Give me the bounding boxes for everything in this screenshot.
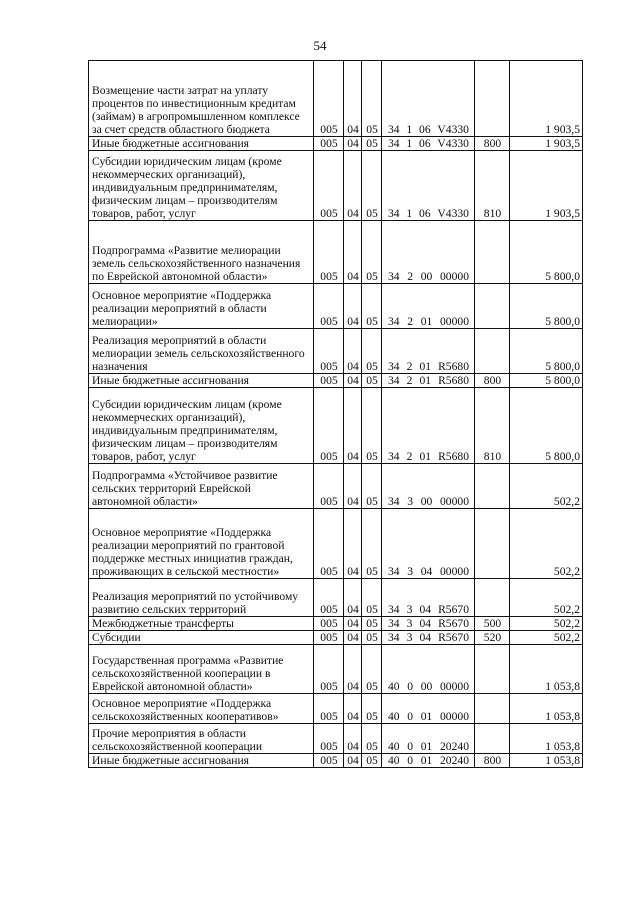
budget-table xyxy=(88,60,583,768)
row-name: Иные бюджетные ассигнования xyxy=(89,754,314,768)
article-code: R5670 xyxy=(438,603,469,616)
article-subprogram: 0 xyxy=(407,740,414,753)
subsection-code: 05 xyxy=(362,645,382,694)
article-event: 04 xyxy=(419,603,432,616)
article-subprogram: 2 xyxy=(406,360,413,373)
target-article-code xyxy=(382,284,475,329)
expense-type-code xyxy=(475,284,510,329)
row-name: Реализация мероприятий в области мелиорации земель сельскохозяйственного назначения xyxy=(89,329,314,374)
ministry-code: 005 xyxy=(314,137,344,151)
subsection-code: 05 xyxy=(362,464,382,509)
article-subprogram: 1 xyxy=(406,207,413,220)
article-subprogram: 0 xyxy=(407,680,414,693)
section-code: 04 xyxy=(344,724,362,754)
article-program: 40 xyxy=(388,710,400,723)
ministry-code: 005 xyxy=(314,61,344,137)
expense-type-code: 810 xyxy=(475,388,510,464)
section-code: 04 xyxy=(344,61,362,137)
amount-value: 502,2 xyxy=(510,509,583,579)
section-code: 04 xyxy=(344,388,362,464)
article-subprogram: 3 xyxy=(407,495,414,508)
article-program: 40 xyxy=(388,740,400,753)
expense-type-code xyxy=(475,61,510,137)
section-code: 04 xyxy=(344,617,362,631)
ministry-code: 005 xyxy=(314,579,344,617)
article-code: 00000 xyxy=(440,315,469,328)
expense-type-code: 800 xyxy=(475,754,510,768)
table-row xyxy=(89,579,583,617)
row-name: Подпрограмма «Устойчивое развитие сельских территорий Еврейской автономной области» xyxy=(89,464,314,509)
amount-value: 5 800,0 xyxy=(510,374,583,388)
expense-type-code xyxy=(475,645,510,694)
article-program: 40 xyxy=(388,754,400,767)
subsection-code: 05 xyxy=(362,284,382,329)
article-code: R5680 xyxy=(438,360,469,373)
ministry-code: 005 xyxy=(314,645,344,694)
amount-value: 1 053,8 xyxy=(510,645,583,694)
row-name: Подпрограмма «Развитие мелиорации земель сельскохозяйственного назначения по Еврейской автономной области» xyxy=(89,221,314,284)
article-code: R5680 xyxy=(438,450,469,463)
target-article-code xyxy=(382,724,475,754)
article-code: R5680 xyxy=(438,374,469,387)
amount-value: 1 903,5 xyxy=(510,151,583,221)
article-code: 20240 xyxy=(440,754,469,767)
section-code: 04 xyxy=(344,464,362,509)
expense-type-code xyxy=(475,329,510,374)
article-program: 34 xyxy=(388,360,400,373)
amount-value: 1 053,8 xyxy=(510,724,583,754)
article-code: 20240 xyxy=(440,740,469,753)
table-row xyxy=(89,694,583,724)
target-article-code xyxy=(382,221,475,284)
expense-type-code xyxy=(475,694,510,724)
section-code: 04 xyxy=(344,221,362,284)
article-event: 04 xyxy=(420,565,433,578)
ministry-code: 005 xyxy=(314,388,344,464)
article-event: 01 xyxy=(419,450,432,463)
article-code: V4330 xyxy=(437,207,469,220)
target-article-code xyxy=(382,61,475,137)
article-subprogram: 3 xyxy=(406,631,413,644)
article-event: 06 xyxy=(419,137,431,150)
expense-type-code xyxy=(475,579,510,617)
table-row xyxy=(89,329,583,374)
table-row xyxy=(89,724,583,754)
ministry-code: 005 xyxy=(314,284,344,329)
table-row xyxy=(89,388,583,464)
expense-type-code: 810 xyxy=(475,151,510,221)
row-name: Межбюджетные трансферты xyxy=(89,617,314,631)
section-code: 04 xyxy=(344,374,362,388)
subsection-code: 05 xyxy=(362,137,382,151)
table-row xyxy=(89,151,583,221)
table-row xyxy=(89,137,583,151)
expense-type-code: 800 xyxy=(475,374,510,388)
ministry-code: 005 xyxy=(314,631,344,645)
article-code: V4330 xyxy=(437,123,469,136)
article-code: 00000 xyxy=(440,710,469,723)
article-code: 00000 xyxy=(440,270,469,283)
article-subprogram: 2 xyxy=(406,374,413,387)
article-subprogram: 1 xyxy=(406,137,413,150)
article-subprogram: 0 xyxy=(407,754,414,767)
article-event: 00 xyxy=(420,495,433,508)
target-article-code xyxy=(382,579,475,617)
article-subprogram: 1 xyxy=(406,123,413,136)
subsection-code: 05 xyxy=(362,61,382,137)
subsection-code: 05 xyxy=(362,617,382,631)
article-subprogram: 3 xyxy=(406,617,413,630)
row-name: Иные бюджетные ассигнования xyxy=(89,137,314,151)
article-program: 34 xyxy=(388,617,400,630)
section-code: 04 xyxy=(344,329,362,374)
row-name: Основное мероприятие «Поддержка реализации мероприятий в области мелиорации» xyxy=(89,284,314,329)
expense-type-code xyxy=(475,221,510,284)
expense-type-code xyxy=(475,724,510,754)
article-event: 04 xyxy=(419,631,432,644)
subsection-code: 05 xyxy=(362,579,382,617)
ministry-code: 005 xyxy=(314,694,344,724)
ministry-code: 005 xyxy=(314,509,344,579)
article-program: 34 xyxy=(388,565,400,578)
article-program: 34 xyxy=(388,207,400,220)
ministry-code: 005 xyxy=(314,221,344,284)
article-program: 34 xyxy=(388,631,400,644)
target-article-code xyxy=(382,509,475,579)
article-event: 00 xyxy=(420,680,433,693)
article-event: 01 xyxy=(420,754,433,767)
page-number: 54 xyxy=(313,38,327,53)
section-code: 04 xyxy=(344,509,362,579)
subsection-code: 05 xyxy=(362,631,382,645)
expense-type-code xyxy=(475,509,510,579)
table-row xyxy=(89,221,583,284)
amount-value: 1 053,8 xyxy=(510,694,583,724)
article-code: R5670 xyxy=(438,617,469,630)
expense-type-code: 520 xyxy=(475,631,510,645)
ministry-code: 005 xyxy=(314,464,344,509)
row-name: Субсидии юридическим лицам (кроме некоммерческих организаций), индивидуальным предпринимателям, физическим лицам – производителям товаров, работ, услуг xyxy=(89,151,314,221)
row-name: Иные бюджетные ассигнования xyxy=(89,374,314,388)
target-article-code xyxy=(382,151,475,221)
article-code: R5670 xyxy=(438,631,469,644)
target-article-code xyxy=(382,137,475,151)
article-code: V4330 xyxy=(437,137,469,150)
amount-value: 502,2 xyxy=(510,631,583,645)
article-program: 34 xyxy=(388,450,400,463)
amount-value: 502,2 xyxy=(510,617,583,631)
target-article-code xyxy=(382,645,475,694)
section-code: 04 xyxy=(344,579,362,617)
subsection-code: 05 xyxy=(362,509,382,579)
target-article-code xyxy=(382,631,475,645)
article-event: 04 xyxy=(419,617,432,630)
ministry-code: 005 xyxy=(314,617,344,631)
article-event: 01 xyxy=(419,360,432,373)
target-article-code xyxy=(382,464,475,509)
subsection-code: 05 xyxy=(362,151,382,221)
amount-value: 5 800,0 xyxy=(510,388,583,464)
ministry-code: 005 xyxy=(314,374,344,388)
subsection-code: 05 xyxy=(362,754,382,768)
row-name: Прочие мероприятия в области сельскохозяйственной кооперации xyxy=(89,724,314,754)
article-code: 00000 xyxy=(440,495,469,508)
article-program: 34 xyxy=(388,137,400,150)
amount-value: 1 903,5 xyxy=(510,137,583,151)
row-name: Субсидии юридическим лицам (кроме некоммерческих организаций), индивидуальным предпринимателям, физическим лицам – производителям товаров, работ, услуг xyxy=(89,388,314,464)
article-subprogram: 2 xyxy=(406,450,413,463)
row-name: Возмещение части затрат на уплату процентов по инвестиционным кредитам (займам) в агропромышленном комплексе за счет средств областного бюджета xyxy=(89,61,314,137)
section-code: 04 xyxy=(344,631,362,645)
article-event: 06 xyxy=(419,123,431,136)
article-subprogram: 2 xyxy=(407,270,414,283)
row-name: Субсидии xyxy=(89,631,314,645)
table-row xyxy=(89,509,583,579)
subsection-code: 05 xyxy=(362,388,382,464)
table-row xyxy=(89,645,583,694)
article-program: 34 xyxy=(388,495,400,508)
section-code: 04 xyxy=(344,284,362,329)
article-program: 34 xyxy=(388,123,400,136)
subsection-code: 05 xyxy=(362,724,382,754)
article-event: 01 xyxy=(419,374,432,387)
article-program: 34 xyxy=(388,270,400,283)
article-code: 00000 xyxy=(440,565,469,578)
section-code: 04 xyxy=(344,151,362,221)
section-code: 04 xyxy=(344,694,362,724)
article-program: 34 xyxy=(388,315,400,328)
amount-value: 5 800,0 xyxy=(510,221,583,284)
expense-type-code: 800 xyxy=(475,137,510,151)
table-row xyxy=(89,61,583,137)
table-row xyxy=(89,284,583,329)
section-code: 04 xyxy=(344,137,362,151)
expense-type-code xyxy=(475,464,510,509)
ministry-code: 005 xyxy=(314,754,344,768)
article-event: 00 xyxy=(420,270,433,283)
row-name: Реализация мероприятий по устойчивому развитию сельских территорий xyxy=(89,579,314,617)
amount-value: 502,2 xyxy=(510,579,583,617)
subsection-code: 05 xyxy=(362,221,382,284)
article-code: 00000 xyxy=(440,680,469,693)
table-row xyxy=(89,631,583,645)
ministry-code: 005 xyxy=(314,151,344,221)
target-article-code xyxy=(382,388,475,464)
amount-value: 502,2 xyxy=(510,464,583,509)
row-name: Основное мероприятие «Поддержка реализации мероприятий по грантовой поддержке местных инициатив граждан, проживающих в сельской местности» xyxy=(89,509,314,579)
ministry-code: 005 xyxy=(314,724,344,754)
article-event: 01 xyxy=(420,740,433,753)
subsection-code: 05 xyxy=(362,329,382,374)
amount-value: 1 903,5 xyxy=(510,61,583,137)
article-subprogram: 0 xyxy=(407,710,414,723)
article-program: 34 xyxy=(388,603,400,616)
article-event: 06 xyxy=(419,207,431,220)
table-row xyxy=(89,464,583,509)
target-article-code xyxy=(382,754,475,768)
target-article-code xyxy=(382,374,475,388)
amount-value: 5 800,0 xyxy=(510,284,583,329)
article-event: 01 xyxy=(420,315,433,328)
section-code: 04 xyxy=(344,754,362,768)
subsection-code: 05 xyxy=(362,374,382,388)
table-row xyxy=(89,754,583,768)
target-article-code xyxy=(382,694,475,724)
table-row xyxy=(89,617,583,631)
section-code: 04 xyxy=(344,645,362,694)
article-program: 40 xyxy=(388,680,400,693)
amount-value: 5 800,0 xyxy=(510,329,583,374)
table-row xyxy=(89,374,583,388)
ministry-code: 005 xyxy=(314,329,344,374)
article-program: 34 xyxy=(388,374,400,387)
target-article-code xyxy=(382,329,475,374)
target-article-code xyxy=(382,617,475,631)
row-name: Государственная программа «Развитие сельскохозяйственной кооперации в Еврейской автономной области» xyxy=(89,645,314,694)
subsection-code: 05 xyxy=(362,694,382,724)
article-subprogram: 2 xyxy=(407,315,414,328)
row-name: Основное мероприятие «Поддержка сельскохозяйственных кооперативов» xyxy=(89,694,314,724)
expense-type-code: 500 xyxy=(475,617,510,631)
article-event: 01 xyxy=(420,710,433,723)
article-subprogram: 3 xyxy=(407,565,414,578)
amount-value: 1 053,8 xyxy=(510,754,583,768)
article-subprogram: 3 xyxy=(406,603,413,616)
